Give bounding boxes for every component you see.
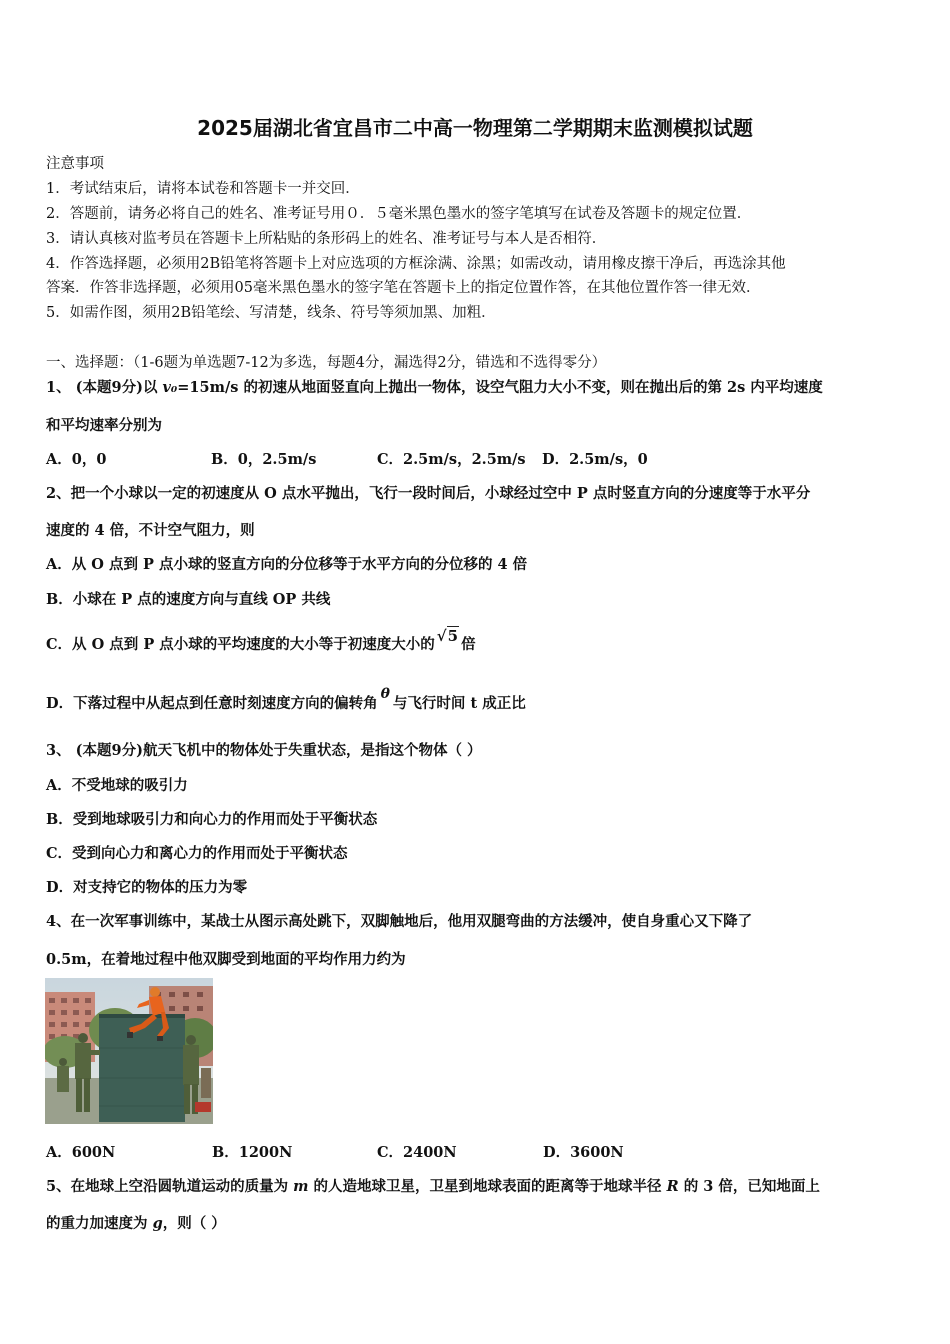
training-photo-illustration [45, 978, 213, 1124]
q4-option-a: A．600N [46, 1144, 116, 1161]
q5-text-d: 的重力加速度为 [46, 1215, 153, 1232]
q5-stem-line2 [46, 1212, 226, 1233]
notice-item-1: 1．考试结束后，请将本试卷和答题卡一并交回． [46, 181, 360, 197]
q3-option-a: A．不受地球的吸引力 [46, 777, 188, 794]
q5-text-a: 5、在地球上空沿圆轨道运动的质量为 [46, 1178, 294, 1195]
q5-text-c: 的 3 倍，已知地面上 [678, 1178, 820, 1195]
q1-option-b: B．0，2.5m/s [211, 451, 317, 468]
q1-stem-line1 [46, 376, 823, 397]
q4-option-c: C．2400N [377, 1144, 457, 1161]
sqrt-five-formula [437, 627, 459, 645]
sqrt-symbol: √ [436, 627, 447, 645]
q2-option-d [46, 686, 526, 713]
q2-option-d-text: D．下落过程中从起点到任意时刻速度方向的偏转角 [46, 695, 378, 712]
q2-option-d-suffix: 与飞行时间 t 成正比 [392, 695, 526, 712]
notice-item-5: 5．如需作图，须用2B铅笔绘、写清楚，线条、符号等须加黑、加粗． [46, 305, 496, 321]
q2-option-b: B．小球在 P 点的速度方向与直线 OP 共线 [46, 591, 331, 608]
sqrt-radicand: 5 [447, 627, 459, 645]
q5-text-e: ，则（ ） [162, 1215, 226, 1232]
q4-stem-line2: 0.5m，在着地过程中他双脚受到地面的平均作用力约为 [46, 951, 406, 968]
notice-item-4: 4．作答选择题，必须用2B铅笔将答题卡上对应选项的方框涂满、涂黑；如需改动，请用橡皮擦干净后，再选涂其他 [46, 256, 786, 272]
q1-option-a: A．0，0 [46, 451, 107, 468]
q4-option-b: B．1200N [212, 1144, 293, 1161]
q5-gravity-symbol: g [152, 1215, 163, 1232]
q4-option-d: D．3600N [543, 1144, 624, 1161]
notice-item-3: 3．请认真核对监考员在答题卡上所粘贴的条形码上的姓名、准考证号与本人是否相符． [46, 231, 607, 247]
q1-option-c: C．2.5m/s，2.5m/s [377, 451, 526, 468]
notice-item-2: 2．答题前，请务必将自己的姓名、准考证号用０．５毫米黑色墨水的签字笔填写在试卷及答题卡的规定位置． [46, 206, 752, 222]
q2-stem-line2: 速度的 4 倍，不计空气阻力，则 [46, 522, 255, 539]
notice-heading: 注意事项 [46, 156, 104, 172]
q5-stem-line1 [46, 1175, 820, 1196]
section-heading: 一、选择题：（1-6题为单选题7-12为多选，每题4分，漏选得2分，错选和不选得零分） [46, 355, 607, 371]
q1-stem-post: =15m/s 的初速从地面竖直向上抛出一物体，设空气阻力大小不变，则在抛出后的第 2s 内平均速度 [177, 379, 823, 396]
training-photo [45, 978, 213, 1124]
notice-item-4-cont: 答案．作答非选择题，必须用05毫米黑色墨水的签字笔在答题卡上的指定位置作答，在其他位置作答一律无效． [46, 280, 761, 296]
q3-option-c: C．受到向心力和离心力的作用而处于平衡状态 [46, 845, 348, 862]
q2-option-c-suffix: 倍 [461, 636, 476, 653]
q1-stem-pre: 1、 (本题9分)以 [46, 379, 163, 396]
theta-symbol: θ [380, 686, 390, 702]
q2-stem-line1: 2、把一个小球以一定的初速度从 O 点水平抛出，飞行一段时间后，小球经过空中 P 点时竖直方向的分速度等于水平分 [46, 485, 811, 502]
exam-title: 2025届湖北省宜昌市二中高一物理第二学期期末监测模拟试题 [197, 116, 753, 140]
q5-radius-symbol: R [666, 1178, 679, 1195]
q1-stem-line2: 和平均速率分别为 [46, 417, 162, 434]
q1-option-d: D．2.5m/s，0 [542, 451, 648, 468]
q3-stem: 3、 (本题9分)航天飞机中的物体处于失重状态，是指这个物体（ ） [46, 742, 482, 759]
q3-option-b: B．受到地球吸引力和向心力的作用而处于平衡状态 [46, 811, 378, 828]
q2-option-c-text: C．从 O 点到 P 点小球的平均速度的大小等于初速度大小的 [46, 636, 435, 653]
q5-mass-symbol: m [293, 1178, 309, 1195]
q3-option-d: D．对支持它的物体的压力为零 [46, 879, 248, 896]
q2-option-c [46, 627, 476, 654]
q4-stem-line1: 4、在一次军事训练中，某战士从图示高处跳下，双脚触地后，他用双腿弯曲的方法缓冲，使自身重心又下降了 [46, 913, 753, 930]
q5-text-b: 的人造地球卫星，卫星到地球表面的距离等于地球半径 [308, 1178, 667, 1195]
q2-option-a: A．从 O 点到 P 点小球的竖直方向的分位移等于水平方向的分位移的 4 倍 [46, 556, 528, 573]
q1-v0-symbol: v₀ [162, 379, 178, 396]
